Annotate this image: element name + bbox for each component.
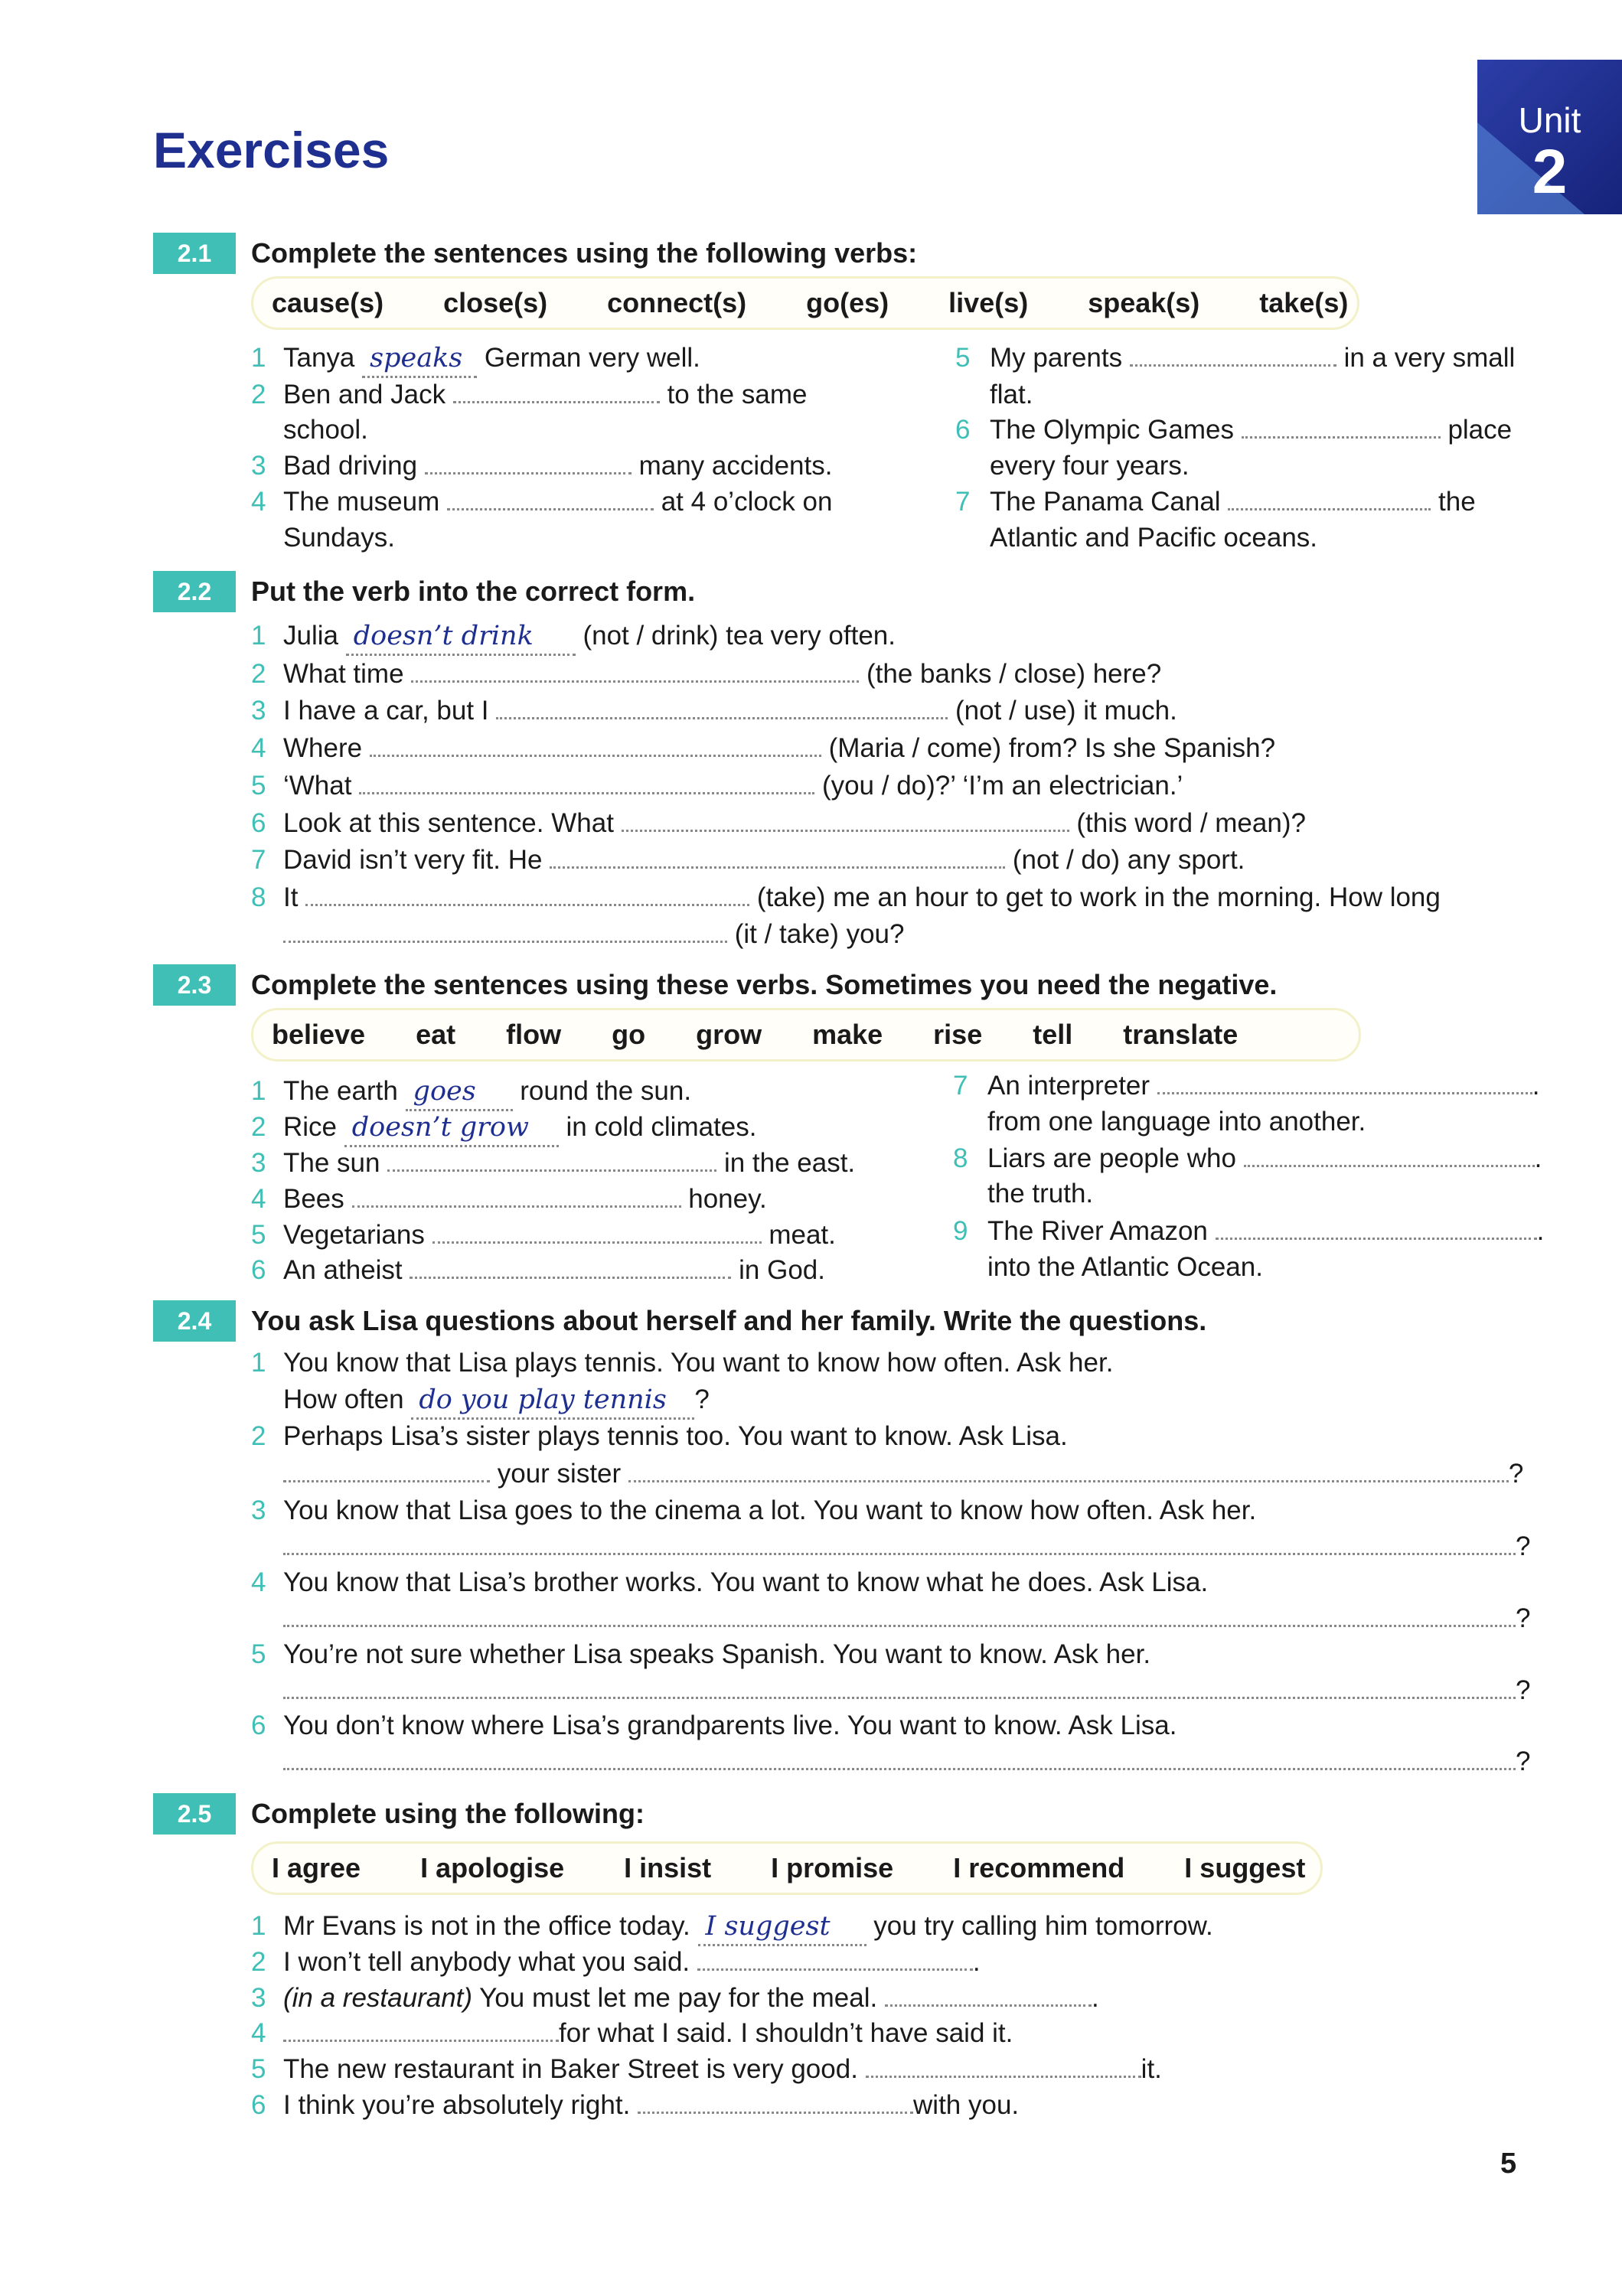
answer-field[interactable]: [406, 1074, 513, 1111]
item-prompt: You don’t know where Lisa’s grandparents live. You want to know. Ask Lisa.: [283, 1711, 1177, 1740]
item-text: (this word / mean)?: [1076, 808, 1306, 838]
exercise-item: [283, 657, 1161, 692]
item-text: in cold climates.: [566, 1112, 757, 1142]
item-number: 1: [251, 1348, 266, 1378]
item-continuation: the truth.: [987, 1179, 1094, 1208]
handwritten-answer: speaks: [370, 343, 463, 373]
word-option: I promise: [771, 1852, 894, 1883]
exercise-item: [283, 1529, 1530, 1564]
item-text: .: [1532, 1071, 1540, 1101]
word-option: flow: [506, 1019, 562, 1050]
item-number: 7: [251, 845, 266, 875]
answer-field[interactable]: [359, 769, 814, 794]
item-text: I have a car, but I: [283, 696, 489, 726]
word-option: make: [812, 1019, 883, 1050]
answer-field[interactable]: [866, 2053, 1141, 2078]
exercise-item: [283, 1673, 1530, 1708]
answer-field[interactable]: [283, 2017, 559, 2042]
item-text: Mr Evans is not in the office today.: [283, 1911, 690, 1941]
exercise-item: [283, 2052, 1162, 2087]
item-text: (not / do) any sport.: [1012, 845, 1245, 875]
answer-field[interactable]: [628, 1457, 1509, 1482]
page-number: 5: [1500, 2148, 1517, 2180]
word-option: I apologise: [420, 1852, 565, 1883]
item-text: Rice: [283, 1112, 338, 1142]
answer-field[interactable]: [283, 1674, 1516, 1699]
item-text: your sister: [497, 1459, 622, 1489]
item-number: 3: [251, 1983, 266, 2013]
exercise-badge: 2.1: [153, 233, 236, 274]
answer-field[interactable]: [1242, 413, 1441, 439]
exercise-item: [990, 413, 1512, 448]
item-text: Ben and Jack: [283, 380, 446, 409]
exercise-badge: 2.5: [153, 1793, 236, 1835]
item-number: 2: [251, 1421, 266, 1451]
item-number: 5: [251, 1220, 266, 1250]
item-number: 8: [251, 882, 266, 912]
item-text: German very well.: [484, 343, 700, 373]
exercise-item-continuation: [283, 917, 905, 952]
exercise-item: [283, 2088, 1019, 2123]
item-text: The new restaurant in Baker Street is very good.: [283, 2054, 858, 2084]
page-title: Exercises: [153, 122, 390, 178]
handwritten-answer: doesn’t drink: [353, 621, 534, 651]
item-text: How often: [283, 1384, 404, 1414]
item-prompt: You know that Lisa’s brother works. You want to know what he does. Ask Lisa.: [283, 1567, 1209, 1597]
item-number: 1: [251, 1911, 266, 1941]
answer-field[interactable]: [410, 1254, 731, 1279]
word-option: tell: [1033, 1019, 1073, 1050]
item-number: 3: [251, 1495, 266, 1525]
exercise-instruction: Complete using the following:: [251, 1798, 645, 1829]
question-mark: ?: [1516, 1675, 1531, 1705]
word-option: cause(s): [272, 287, 384, 318]
word-option: I insist: [624, 1852, 712, 1883]
item-text: I won’t tell anybody what you said.: [283, 1947, 690, 1977]
item-number: 4: [251, 2018, 266, 2048]
question-mark: ?: [1516, 1603, 1531, 1633]
unit-label: Unit: [1518, 100, 1581, 140]
exercise-item: [283, 618, 896, 656]
exercise-item: [987, 1214, 1544, 1249]
answer-field[interactable]: [283, 1530, 1516, 1555]
exercise-badge: 2.4: [153, 1300, 236, 1342]
item-text: in a very small: [1343, 343, 1516, 373]
item-text: My parents: [990, 343, 1123, 373]
item-number: 5: [251, 771, 266, 801]
item-text: Tanya: [283, 343, 355, 373]
item-text: Julia: [283, 621, 338, 651]
answer-field[interactable]: [283, 918, 727, 943]
exercise-item: [283, 693, 1177, 729]
item-text: for what I said. I shouldn’t have said it.: [559, 2018, 1013, 2048]
item-continuation: flat.: [990, 380, 1033, 409]
exercise-item: [283, 484, 832, 520]
word-option: go: [612, 1019, 646, 1050]
word-option: eat: [416, 1019, 456, 1050]
item-number: 6: [955, 415, 971, 445]
answer-field[interactable]: [305, 881, 749, 906]
exercise-item: [283, 341, 700, 378]
item-number: 3: [251, 696, 266, 726]
answer-field[interactable]: [638, 2089, 913, 2114]
item-number: 5: [955, 343, 971, 373]
exercise-item: [283, 1110, 756, 1147]
exercise-item: [283, 448, 832, 484]
item-text: to the same: [667, 380, 808, 409]
word-option: rise: [933, 1019, 983, 1050]
item-text: at 4 o’clock on: [661, 487, 833, 517]
item-text: Where: [283, 733, 363, 763]
exercise-item: [283, 1146, 855, 1181]
item-continuation: into the Atlantic Ocean.: [987, 1252, 1263, 1282]
item-text: it.: [1141, 2054, 1162, 2084]
item-continuation: from one language into another.: [987, 1107, 1366, 1137]
item-number: 9: [953, 1216, 968, 1246]
handwritten-answer: doesn’t grow: [351, 1112, 529, 1143]
answer-field[interactable]: [1244, 1142, 1535, 1167]
item-number: 1: [251, 1076, 266, 1106]
exercise-item: [987, 1068, 1540, 1104]
item-context: (in a restaurant): [283, 1983, 473, 2013]
item-continuation: school.: [283, 415, 368, 445]
item-text: round the sun.: [520, 1076, 692, 1106]
exercise-item: [283, 731, 1275, 766]
item-number: 8: [953, 1143, 968, 1173]
exercise-item: [283, 1218, 836, 1253]
question-mark: ?: [694, 1384, 710, 1414]
answer-field[interactable]: [344, 1110, 559, 1147]
item-text: honey.: [688, 1184, 767, 1214]
item-number: 1: [251, 343, 266, 373]
item-number: 4: [251, 487, 266, 517]
word-option: I recommend: [953, 1852, 1125, 1883]
word-option: speak(s): [1088, 287, 1200, 318]
answer-field[interactable]: [447, 485, 654, 510]
item-continuation: every four years.: [990, 451, 1190, 481]
item-text: many accidents.: [638, 451, 833, 481]
answer-field[interactable]: [387, 1146, 716, 1172]
word-option: believe: [272, 1019, 366, 1050]
exercise-instruction: Put the verb into the correct form.: [251, 576, 696, 607]
item-number: 6: [251, 1711, 266, 1740]
item-number: 4: [251, 1184, 266, 1214]
item-prompt: You know that Lisa goes to the cinema a lot. You want to know how often. Ask her.: [283, 1495, 1257, 1525]
item-text: in the east.: [723, 1148, 856, 1178]
item-text: (you / do)?’ ‘I’m an electrician.’: [821, 771, 1183, 801]
answer-field[interactable]: [346, 618, 576, 656]
item-number: 4: [251, 1567, 266, 1597]
item-text: The earth: [283, 1076, 398, 1106]
exercise-item: [283, 1382, 710, 1420]
item-text: Vegetarians: [283, 1220, 425, 1250]
answer-field[interactable]: [453, 378, 660, 403]
item-text: Bees: [283, 1184, 344, 1214]
exercise-item: [283, 806, 1306, 841]
unit-number: 2: [1532, 137, 1568, 207]
item-number: 5: [251, 2054, 266, 2084]
exercise-item: [283, 2016, 1013, 2051]
item-text: place: [1447, 415, 1513, 445]
answer-field[interactable]: [352, 1182, 681, 1208]
item-text: the: [1438, 487, 1476, 517]
exercise-item: [283, 1601, 1530, 1636]
exercise-item: [990, 484, 1476, 520]
item-text: .: [1091, 1983, 1099, 2013]
item-text: meat.: [769, 1220, 836, 1250]
answer-field[interactable]: [283, 1602, 1516, 1627]
answer-field[interactable]: [697, 1945, 973, 1971]
item-text: ‘What: [283, 771, 352, 801]
item-number: 2: [251, 1947, 266, 1977]
item-text: The sun: [283, 1148, 380, 1178]
answer-field[interactable]: [698, 1909, 866, 1946]
word-option: live(s): [948, 287, 1029, 318]
item-text: An interpreter: [987, 1071, 1150, 1101]
exercise-item: [283, 1909, 1213, 1946]
exercise-item: [283, 843, 1245, 878]
item-number: 6: [251, 1255, 266, 1285]
exercise-item: [987, 1141, 1542, 1176]
answer-field[interactable]: [550, 843, 1005, 869]
item-prompt: Perhaps Lisa’s sister plays tennis too. You want to know. Ask Lisa.: [283, 1421, 1068, 1451]
exercise-item: [990, 341, 1515, 376]
exercise-instruction: You ask Lisa questions about herself and her family. Write the questions.: [251, 1305, 1207, 1336]
exercise-item: [283, 1981, 1099, 2016]
answer-field[interactable]: [1157, 1069, 1532, 1094]
item-number: 7: [955, 487, 971, 517]
answer-field[interactable]: [1228, 485, 1431, 510]
word-box: [251, 1008, 1361, 1062]
item-text: .: [972, 1947, 981, 1977]
exercise-item: [283, 1456, 1523, 1492]
exercise-item: [283, 880, 1441, 915]
item-text: you try calling him tomorrow.: [873, 1911, 1213, 1941]
exercise-item: [283, 1074, 691, 1111]
word-option: grow: [696, 1019, 762, 1050]
item-prompt: You know that Lisa plays tennis. You want to know how often. Ask her.: [283, 1348, 1114, 1378]
item-number: 6: [251, 808, 266, 838]
item-text: I think you’re absolutely right.: [283, 2090, 631, 2120]
item-text: You must let me pay for the meal.: [479, 1983, 878, 2013]
item-text: Look at this sentence. What: [283, 808, 614, 838]
item-number: 1: [251, 621, 266, 651]
item-text: Bad driving: [283, 451, 418, 481]
exercise-item: [283, 1182, 767, 1217]
word-option: close(s): [443, 287, 548, 318]
unit-tab: [1477, 60, 1622, 214]
question-mark: ?: [1516, 1746, 1531, 1776]
item-continuation: Sundays.: [283, 523, 395, 553]
item-number: 7: [953, 1071, 968, 1101]
item-prompt: You’re not sure whether Lisa speaks Spanish. You want to know. Ask her.: [283, 1639, 1151, 1669]
item-text: (Maria / come) from? Is she Spanish?: [828, 733, 1276, 763]
item-text: (take) me an hour to get to work in the morning. How long: [756, 882, 1441, 912]
item-text: .: [1536, 1216, 1545, 1246]
word-option: go(es): [806, 287, 889, 318]
item-continuation: Atlantic and Pacific oceans.: [990, 523, 1318, 553]
word-box: [251, 1841, 1323, 1895]
item-text: (not / use) it much.: [955, 696, 1177, 726]
answer-field[interactable]: [1130, 341, 1336, 367]
item-number: 5: [251, 1639, 266, 1669]
word-box: [251, 276, 1359, 330]
answer-field[interactable]: [885, 1981, 1092, 2007]
item-text: It: [283, 882, 299, 912]
item-text: in God.: [739, 1255, 825, 1285]
answer-field[interactable]: [425, 449, 632, 475]
exercise-item: [283, 1744, 1530, 1779]
exercise-item: [283, 768, 1183, 804]
exercise-item: [283, 1253, 825, 1288]
item-number: 3: [251, 1148, 266, 1178]
word-option: connect(s): [607, 287, 747, 318]
exercise-item: [283, 377, 807, 413]
answer-field[interactable]: [622, 807, 1069, 832]
item-number: 2: [251, 380, 266, 409]
answer-field[interactable]: [411, 1382, 694, 1420]
answer-field[interactable]: [432, 1218, 762, 1244]
item-text: (it / take) you?: [734, 919, 905, 949]
word-option: take(s): [1259, 287, 1349, 318]
item-text: What time: [283, 659, 404, 689]
item-text: with you.: [913, 2090, 1020, 2120]
handwritten-answer: I suggest: [705, 1911, 831, 1942]
item-text: The museum: [283, 487, 440, 517]
item-text: Liars are people who: [987, 1143, 1236, 1173]
item-number: 4: [251, 733, 266, 763]
item-number: 3: [251, 451, 266, 481]
answer-field[interactable]: [362, 341, 477, 378]
item-text: The Panama Canal: [990, 487, 1221, 517]
item-text: The River Amazon: [987, 1216, 1208, 1246]
item-text: (not / drink) tea very often.: [583, 621, 896, 651]
handwritten-answer: do you play tennis: [419, 1384, 667, 1415]
question-mark: ?: [1516, 1531, 1531, 1561]
exercise-instruction: Complete the sentences using the following verbs:: [251, 237, 918, 269]
handwritten-answer: goes: [413, 1076, 476, 1107]
item-number: 2: [251, 1112, 266, 1142]
word-option: I suggest: [1184, 1852, 1306, 1883]
answer-field[interactable]: [411, 657, 859, 683]
answer-field[interactable]: [283, 1457, 490, 1482]
exercise-instruction: Complete the sentences using these verbs. Sometimes you need the negative.: [251, 969, 1278, 1000]
item-text: David isn’t very fit. He: [283, 845, 543, 875]
exercise-badge: 2.3: [153, 964, 236, 1006]
item-text: An atheist: [283, 1255, 403, 1285]
answer-field[interactable]: [283, 1745, 1516, 1770]
item-text: The Olympic Games: [990, 415, 1234, 445]
exercise-item: [283, 1945, 981, 1980]
exercise-badge: 2.2: [153, 571, 236, 612]
word-option: I agree: [272, 1852, 361, 1883]
question-mark: ?: [1508, 1459, 1524, 1489]
item-number: 6: [251, 2090, 266, 2120]
item-number: 2: [251, 659, 266, 689]
word-option: translate: [1123, 1019, 1239, 1050]
answer-field[interactable]: [496, 694, 948, 719]
answer-field[interactable]: [370, 732, 821, 757]
answer-field[interactable]: [1216, 1215, 1537, 1240]
item-text: .: [1534, 1143, 1542, 1173]
item-text: (the banks / close) here?: [866, 659, 1162, 689]
